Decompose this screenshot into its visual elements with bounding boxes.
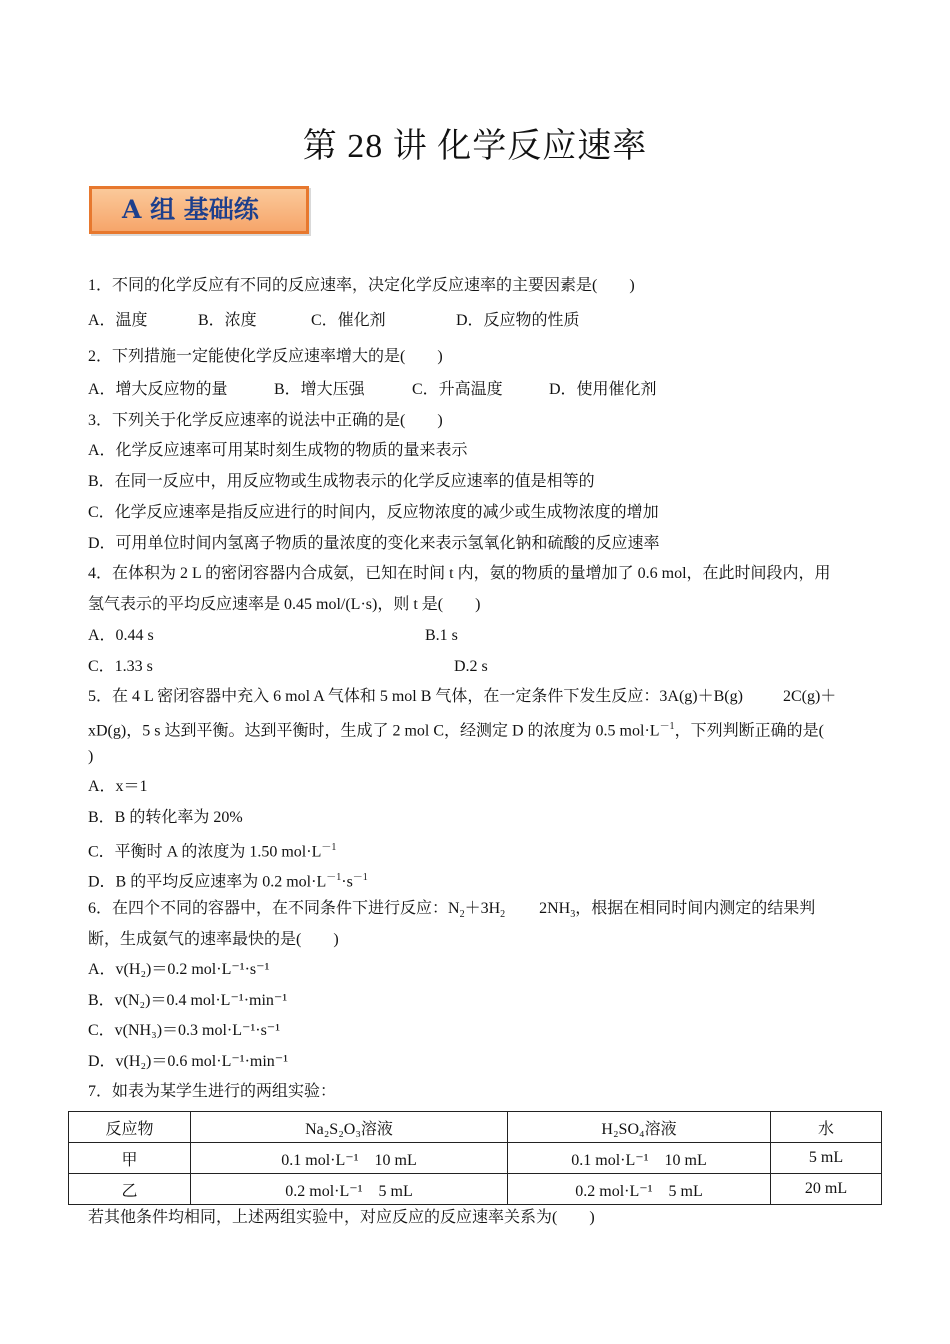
q5-option-c [88,838,336,862]
q1-option-b: B．浓度 [198,312,257,329]
q5-option-b: B．B 的转化率为 20% [88,809,243,826]
q6-h2-subscript: 2 [500,909,506,921]
q3-stem: 3．下列关于化学反应速率的说法中正确的是( ) [88,412,443,429]
q6-option-c: C．v(NH₃)＝0.3 mol·L⁻¹·s⁻¹ [88,1022,281,1039]
q2-option-d: D．使用催化剂 [549,381,657,398]
q4-option-b: B.1 s [425,627,458,644]
q1-stem: 1．不同的化学反应有不同的反应速率，决定化学反应速率的主要因素是( ) [88,277,635,294]
q5-option-d-exponent-2: －1 [352,872,368,883]
experiment-table [68,1111,882,1205]
q6-stem-end: ，根据在相同时间内测定的结果判 [575,900,816,917]
q2-option-a: A．增大反应物的量 [88,381,228,398]
table-cell: 0.1 mol·L⁻¹ 10 mL [508,1143,771,1174]
section-badge: A 组 基础练 [89,186,309,234]
table-header-cell: 反应物 [69,1112,191,1143]
q6-stem-line2: 断，生成氨气的速率最快的是( ) [88,931,339,948]
q2-option-b: B．增大压强 [274,381,365,398]
q5-option-d-unit: ·s [341,873,353,891]
q5-stem-line1-products: 2C(g)＋ [782,688,837,705]
q5-option-c-exponent: －1 [321,842,337,853]
q4-option-d: D.2 s [454,658,488,675]
q4-option-a: A．0.44 s [88,627,154,644]
table-cell: 20 mL [771,1174,882,1205]
q5-stem-line2-end: ，下列判断正确的是( [674,722,824,740]
q5-option-d [88,868,368,892]
q4-stem-line2: 氢气表示的平均反应速率是 0.45 mol/(L·s)，则 t 是( ) [88,596,481,613]
q5-stem-line3: ) [88,748,94,765]
q7-followup: 若其他条件均相同，上述两组实验中，对应反应的反应速率关系为( ) [88,1209,595,1226]
table-header-row [69,1112,882,1143]
q6-stem-line1 [88,899,815,925]
q3-option-b: B．在同一反应中，用反应物或生成物表示的化学反应速率的值是相等的 [88,473,595,490]
q4-stem-line1: 4．在体积为 2 L 的密闭容器内合成氨，已知在时间 t 内，氨的物质的量增加了 0.6 mol，在此时间段内，用 [88,565,831,582]
table-header-cell: 水 [771,1112,882,1143]
q6-option-d: D．v(H₂)＝0.6 mol·L⁻¹·min⁻¹ [88,1053,289,1070]
q6-option-b: B．v(N₂)＝0.4 mol·L⁻¹·min⁻¹ [88,992,288,1009]
q5-stem-line2-text: xD(g)，5 s 达到平衡。达到平衡时，生成了 2 mol C，经测定 D 的浓度为 0.5 mol·L [88,722,660,740]
q6-n2-subscript: 2 [459,909,465,921]
q6-nh3-text: 2NH [539,900,571,917]
q6-nh3-subscript: 3 [570,909,576,921]
table-cell: 乙 [69,1174,191,1205]
table-header-cell: H₂SO₄溶液 [508,1112,771,1143]
table-cell: 0.2 mol·L⁻¹ 5 mL [191,1174,508,1205]
table-cell: 0.2 mol·L⁻¹ 5 mL [508,1174,771,1205]
q1-option-c: C．催化剂 [311,312,386,329]
table-row [69,1174,882,1205]
q4-option-c: C．1.33 s [88,658,153,675]
q5-stem-line1-reactants: 5．在 4 L 密闭容器中充入 6 mol A 气体和 5 mol B 气体，在一定条件下发生反应：3A(g)＋B(g) [88,688,743,705]
q3-option-a: A．化学反应速率可用某时刻生成物的物质的量来表示 [88,442,468,459]
table-row [69,1143,882,1174]
q7-stem: 7．如表为某学生进行的两组实验： [88,1083,337,1100]
q5-option-d-text: D．B 的平均反应速率为 0.2 mol·L [88,873,327,891]
q5-unit-exponent: －1 [659,721,675,732]
table-header-cell: Na₂S₂O₃溶液 [191,1112,508,1143]
q6-h2-text: ＋3H [464,900,501,917]
q1-option-a: A．温度 [88,312,148,329]
q1-option-d: D．反应物的性质 [456,312,580,329]
q3-option-d: D．可用单位时间内氢离子物质的量浓度的变化来表示氢氧化钠和硫酸的反应速率 [88,535,660,552]
q6-option-a: A．v(H₂)＝0.2 mol·L⁻¹·s⁻¹ [88,961,270,978]
q5-option-c-text: C．平衡时 A 的浓度为 1.50 mol·L [88,843,322,861]
q5-stem-line1 [88,687,836,707]
q2-stem: 2．下列措施一定能使化学反应速率增大的是( ) [88,348,443,365]
q5-stem-line2 [88,717,824,741]
q5-option-d-exponent-1: －1 [326,872,342,883]
table-cell: 5 mL [771,1143,882,1174]
table-cell: 甲 [69,1143,191,1174]
table-cell: 0.1 mol·L⁻¹ 10 mL [191,1143,508,1174]
q5-option-a: A．x＝1 [88,778,148,795]
q3-option-c: C．化学反应速率是指反应进行的时间内，反应物浓度的减少或生成物浓度的增加 [88,504,659,521]
page-title: 第 28 讲 化学反应速率 [302,128,648,165]
q6-stem-text: 6．在四个不同的容器中，在不同条件下进行反应：N [88,900,460,917]
q2-option-c: C．升高温度 [412,381,503,398]
